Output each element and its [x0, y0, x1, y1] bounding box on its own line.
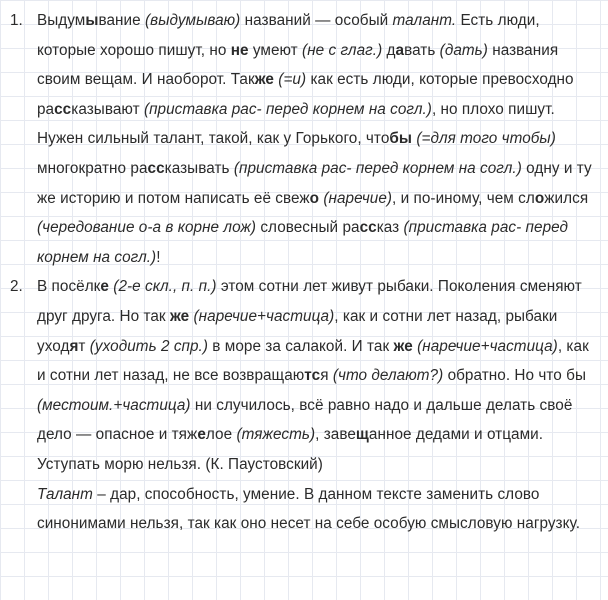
grammar-note: (=и) [278, 71, 307, 89]
grammar-note: (местоим.+частица) [37, 396, 191, 414]
grammar-note: (наречие+частица) [417, 337, 558, 355]
text-run: умеют [248, 41, 303, 59]
highlighted-letter: щ [355, 426, 369, 444]
grammar-note: (не с глаг.) [302, 41, 383, 59]
grammar-note: (приставка рас- перед корнем на согл.) [37, 219, 569, 266]
highlighted-letter: я [69, 337, 79, 355]
text-run: вать [404, 41, 440, 59]
text-run: я [320, 367, 333, 385]
text-run: т [78, 337, 90, 355]
highlighted-letter: же [393, 337, 413, 355]
text-run: названия своим вещам. И наоборот. Так [37, 41, 559, 89]
text-run: , как и сотни лет назад, рыбаки уход [37, 307, 558, 355]
highlighted-letter: бы [389, 130, 412, 148]
text-run: названий — особый [240, 12, 393, 29]
grammar-note: (выдумываю) [145, 12, 241, 29]
highlighted-letter: ы [85, 12, 99, 29]
highlighted-letter: е [100, 278, 109, 296]
grammar-note: (приставка рас- перед корнем на согл.) [233, 159, 522, 177]
text-run: , но плохо пишут. Нужен сильный талант, такой, как у Горького, что [37, 100, 555, 148]
grammar-note: (2-е скл., п. п.) [113, 278, 217, 296]
text-run: каз [376, 219, 404, 237]
text-run: многократно ра [37, 159, 148, 177]
item-number: 1. [10, 12, 23, 29]
text-run: в море за салакой. И так [207, 337, 394, 355]
highlighted-letter: же [169, 307, 190, 325]
text-run: как есть люди, которые превосходно ра [37, 71, 574, 118]
text-run: анное дедами и отцами. Уступать морю нельзя. (К. Паустовский) [37, 426, 544, 473]
highlighted-letter: сс [54, 100, 72, 118]
text-run: ! [156, 248, 161, 266]
text-run: В посёлк [37, 278, 101, 296]
highlighted-letter: а [395, 41, 405, 59]
list-item [0, 272, 598, 538]
highlighted-letter: же [254, 71, 274, 89]
item-text [37, 12, 592, 266]
grammar-note: (тяжесть) [236, 426, 316, 444]
grammar-note: Талант [37, 485, 93, 503]
text-run: казывают [71, 100, 144, 118]
highlighted-letter: о [534, 189, 545, 207]
highlighted-letter: не [230, 41, 249, 59]
text-run: д [382, 41, 396, 59]
highlighted-letter: тс [304, 367, 321, 385]
item-text [37, 278, 589, 532]
text-run: этом сотни лет живут рыбаки. Поколения сменяют друг друга. Но так [37, 278, 582, 325]
highlighted-letter: сс [147, 159, 165, 177]
highlighted-letter: о [309, 189, 320, 207]
text-run: лое [205, 426, 237, 444]
text-run: – дар, способность, умение. В данном тексте заменить слово синонимами нельзя, так как оно несет на себе особую смысловую нагрузку. [37, 485, 581, 533]
grammar-note: (приставка рас- перед корнем на согл.) [143, 100, 432, 118]
grammar-note: (что делают?) [332, 367, 444, 385]
text-run: казывать [164, 159, 234, 177]
text-run: жился [544, 189, 589, 207]
text-run: словесный ра [256, 219, 360, 237]
grammar-note: (чередование о-а в корне лож) [37, 219, 257, 237]
grammar-note: талант. [392, 12, 457, 29]
item-number: 2. [10, 278, 23, 296]
list-item [0, 6, 598, 272]
text-run: ни случилось, всё равно надо и дальше делать своё дело — опасное и тяж [37, 396, 573, 444]
text-run: вание [98, 12, 146, 29]
text-run: , и по-иному, чем сл [392, 189, 535, 207]
text-run: обратно. Но что бы [443, 367, 586, 385]
grammar-note: (наречие) [323, 189, 393, 207]
grammar-note: (дать) [439, 41, 488, 59]
highlighted-letter: е [197, 426, 206, 444]
grammar-note: (=для того чтобы) [416, 130, 556, 148]
highlighted-letter: сс [359, 219, 377, 237]
grammar-note: (наречие+частица) [193, 307, 335, 325]
text-run: , заве [315, 426, 356, 444]
text-run: , как и сотни лет назад, не все возвращаю [37, 337, 589, 385]
text-run: Есть люди, которые хорошо пишут, но [37, 12, 540, 59]
text-run: одну и ту же историю и потом написать её свеж [37, 159, 592, 207]
grammar-note: (уходить 2 спр.) [89, 337, 208, 355]
text-run: Выдум [37, 12, 86, 29]
